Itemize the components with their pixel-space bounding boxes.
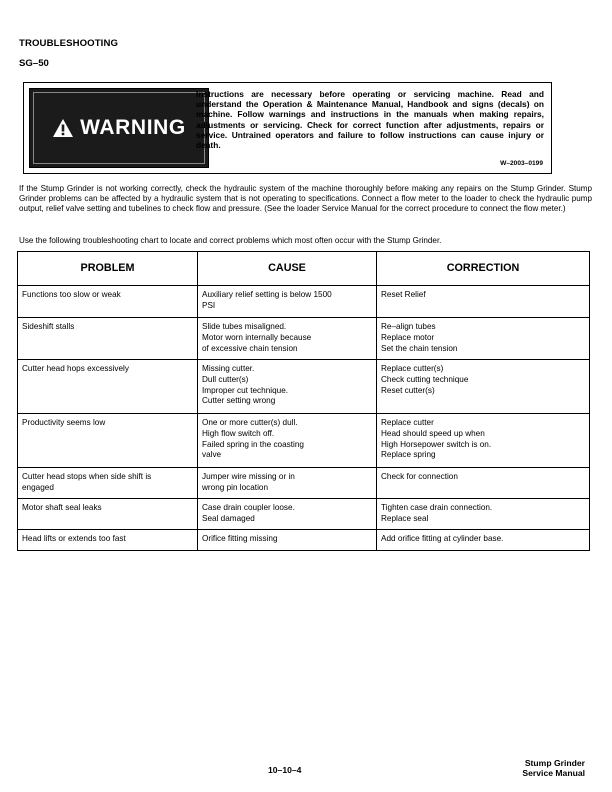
cell-line: Case drain coupler loose. [202, 503, 295, 512]
cell-line: Reset Relief [381, 290, 426, 299]
cell-line: Check cutting technique [381, 374, 469, 384]
warning-code: W–2003–0199 [500, 160, 543, 167]
cell-line: Orifice fitting missing [202, 534, 278, 543]
cell-line: Sideshift stalls [22, 322, 75, 331]
cell-line: engaged [22, 482, 54, 492]
cell-line: Replace motor [381, 332, 435, 342]
problem-cell [18, 414, 198, 468]
problem-cell [18, 530, 198, 551]
cause-cell [198, 468, 377, 499]
correction-cell [377, 468, 590, 499]
warning-text: Instructions are necessary before operating or servicing machine. Read and understand the Operation & Maintenance Manual, Handbook and signs (decals) on machine. Follow warnings and instructions in the manuals when making repairs, adjustments or servicing. Check for correct function after adjustments, repairs or service. Untrained operators and failure to follow instructions can cause injury or death. [196, 89, 544, 151]
cause-cell [198, 318, 377, 360]
correction-cell [377, 414, 590, 468]
cell-line: Set the chain tension [381, 343, 458, 353]
cell-line: Jumper wire missing or in [202, 472, 295, 481]
cell-line: Re–align tubes [381, 322, 436, 331]
cell-line: Missing cutter. [202, 364, 255, 373]
cell-line: Add orifice fitting at cylinder base. [381, 534, 504, 543]
cell-line: High flow switch off. [202, 428, 275, 438]
cause-cell [198, 360, 377, 414]
cell-line: Replace spring [381, 450, 436, 460]
cell-line: wrong pin location [202, 482, 268, 492]
problem-cell [18, 360, 198, 414]
cell-line: Reset cutter(s) [381, 385, 435, 395]
correction-cell [377, 530, 590, 551]
cause-cell [198, 286, 377, 318]
cell-line: Tighten case drain connection. [381, 503, 493, 512]
page-number: 10–10–4 [268, 765, 302, 775]
cell-line: Failed spring in the coasting [202, 439, 304, 449]
problem-cell [18, 499, 198, 530]
cell-line: Slide tubes misaligned. [202, 322, 287, 331]
cell-line: Motor shaft seal leaks [22, 503, 102, 512]
manual-title-line2: Service Manual [522, 768, 585, 779]
cell-line: High Horsepower switch is on. [381, 439, 492, 449]
page-code: SG–50 [19, 58, 49, 69]
column-header-problem: PROBLEM [18, 252, 198, 286]
cause-cell [198, 530, 377, 551]
table-row [18, 414, 590, 468]
problem-cell [18, 468, 198, 499]
correction-cell [377, 360, 590, 414]
problem-cell [18, 318, 198, 360]
correction-cell [377, 499, 590, 530]
cell-line: Head should speed up when [381, 428, 485, 438]
cell-line: Replace cutter(s) [381, 364, 444, 373]
manual-title-line1: Stump Grinder [524, 758, 585, 768]
cell-line: valve [202, 450, 222, 460]
table-row [18, 318, 590, 360]
cell-line: Productivity seems low [22, 418, 106, 427]
cell-line: Dull cutter(s) [202, 374, 249, 384]
cell-line: Replace cutter [381, 418, 434, 427]
section-title: TROUBLESHOOTING [19, 38, 119, 49]
problem-cell [18, 286, 198, 318]
cause-cell [198, 499, 377, 530]
cell-line: Cutter setting wrong [202, 396, 276, 406]
warning-box [23, 82, 552, 174]
cell-line: Cutter head stops when side shift is [22, 472, 152, 481]
table-row [18, 360, 590, 414]
cell-line: Check for connection [381, 472, 458, 481]
cell-line: Head lifts or extends too fast [22, 534, 126, 543]
warning-word: WARNING [80, 116, 186, 139]
table-header-row [18, 252, 590, 286]
warning-triangle-icon [52, 118, 74, 138]
column-header-cause: CAUSE [198, 252, 377, 286]
cell-line: Auxiliary relief setting is below 1500 [202, 290, 332, 299]
cell-line: Motor worn internally because [202, 332, 312, 342]
table-row [18, 286, 590, 318]
correction-cell [377, 286, 590, 318]
table-row [18, 499, 590, 530]
column-header-correction: CORRECTION [377, 252, 590, 286]
chart-instructions: Use the following troubleshooting chart to locate and correct problems which most often occur with the Stump Grinder. [19, 236, 442, 245]
cell-line: Replace seal [381, 513, 429, 523]
intro-paragraph: If the Stump Grinder is not working correctly, check the hydraulic system of the machine thoroughly before making any repairs on the Stump Grinder. Stump Grinder problems can be affected by a hydraulic system that is not operating to specifications. Connect a flow meter to the loader to check the hydraulic pump output, relief valve setting and tubelines to check flow and pressure. (See the loader Service Manual for the correct procedure to connect the flow meter.) [19, 184, 592, 214]
cell-line: Improper cut technique. [202, 385, 289, 395]
cell-line: PSI [202, 300, 216, 310]
cell-line: of excessive chain tension [202, 343, 298, 353]
troubleshooting-table [17, 251, 590, 551]
manual-title [522, 758, 585, 779]
cause-cell [198, 414, 377, 468]
table-row [18, 468, 590, 499]
correction-cell [377, 318, 590, 360]
cell-line: Cutter head hops excessively [22, 364, 129, 373]
cell-line: Functions too slow or weak [22, 290, 121, 299]
warning-label [29, 88, 209, 168]
cell-line: Seal damaged [202, 513, 255, 523]
table-row [18, 530, 590, 551]
cell-line: One or more cutter(s) dull. [202, 418, 298, 427]
